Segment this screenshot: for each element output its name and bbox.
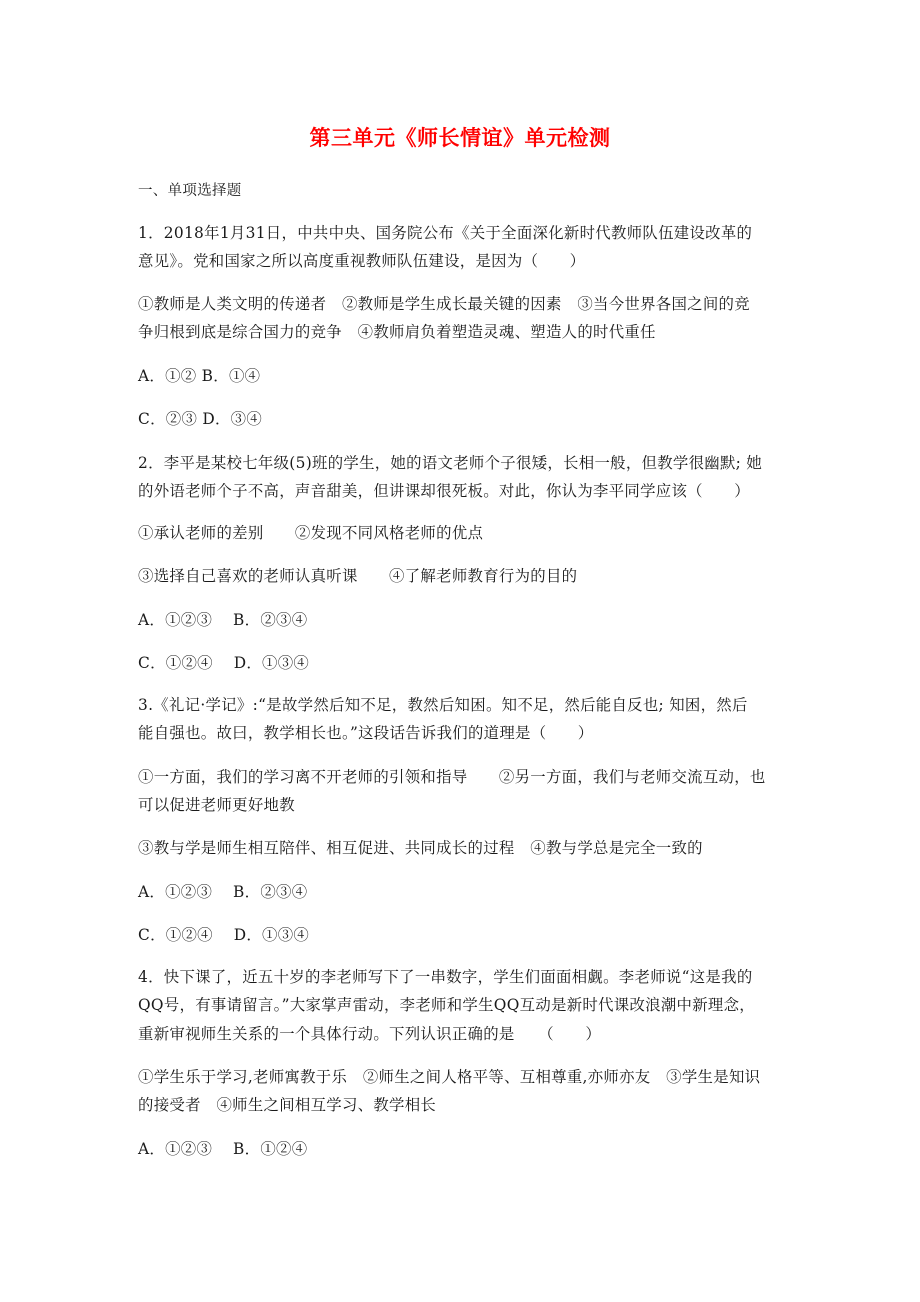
answer-options-line: A．①② B．①④ [138, 367, 261, 385]
question-stem-line: 的外语老师个子不高，声音甜美，但讲课却很死板。对此，你认为李平同学应该（ ） [138, 482, 750, 500]
question-stem-line: 1．2018年1月31日，中共中央、国务院公布《关于全面深化新时代教师队伍建设改革的 [138, 224, 753, 242]
question-statement-line: 可以促进老师更好地教 [138, 796, 295, 814]
question-stem-line: 重新审视师生关系的一个具体行动。下列认识正确的是 （ ） [138, 1025, 602, 1043]
question-statement-line: ①一方面，我们的学习离不开老师的引领和指导 ②另一方面，我们与老师交流互动，也 [138, 768, 766, 786]
answer-options-line: A．①②③ B．①②④ [138, 1140, 308, 1158]
question-stem-line: 能自强也。故曰，教学相长也。”这段话告诉我们的道理是（ ） [138, 724, 594, 742]
question-statement-line: ①承认老师的差别 ②发现不同风格老师的优点 [138, 524, 484, 542]
answer-options-line: C．①②④ D．①③④ [138, 926, 310, 944]
question-statement-line: ①学生乐于学习,老师寓教于乐 ②师生之间人格平等、互相尊重,亦师亦友 ③学生是知识 [138, 1068, 761, 1086]
question-stem-line: 3.《礼记·学记》:“是故学然后知不足，教然后知困。知不足，然后能自反也; 知困，然后 [138, 696, 748, 714]
answer-options-line: C．①②④ D．①③④ [138, 654, 310, 672]
answer-options-line: C．②③ D．③④ [138, 410, 263, 428]
question-stem-line: 意见》。党和国家之所以高度重视教师队伍建设，是因为（ ） [138, 252, 586, 270]
answer-options-line: A．①②③ B．②③④ [138, 883, 308, 901]
question-statement-line: 争归根到底是综合国力的竞争 ④教师肩负着塑造灵魂、塑造人的时代重任 [138, 323, 656, 341]
question-statement-line: ①教师是人类文明的传递者 ②教师是学生成长最关键的因素 ③当今世界各国之间的竞 [138, 295, 750, 313]
question-statement-line: 的接受者 ④师生之间相互学习、教学相长 [138, 1096, 437, 1114]
question-statement-line: ③选择自己喜欢的老师认真听课 ④了解老师教育行为的目的 [138, 567, 578, 585]
document-title: 第三单元《师长情谊》单元检测 [309, 126, 611, 150]
question-stem-line: QQ号，有事请留言。”大家掌声雷动，李老师和学生QQ互动是新时代课改浪潮中新理念， [138, 996, 756, 1014]
question-stem-line: 4．快下课了，近五十岁的李老师写下了一串数字，学生们面面相觑。李老师说“这是我的 [138, 968, 753, 986]
question-stem-line: 2．李平是某校七年级(5)班的学生，她的语文老师个子很矮，长相一般，但教学很幽默; 她 [138, 454, 763, 472]
answer-options-line: A．①②③ B．②③④ [138, 611, 308, 629]
question-statement-line: ③教与学是师生相互陪伴、相互促进、共同成长的过程 ④教与学总是完全一致的 [138, 839, 703, 857]
section-heading: 一、单项选择题 [138, 183, 242, 199]
